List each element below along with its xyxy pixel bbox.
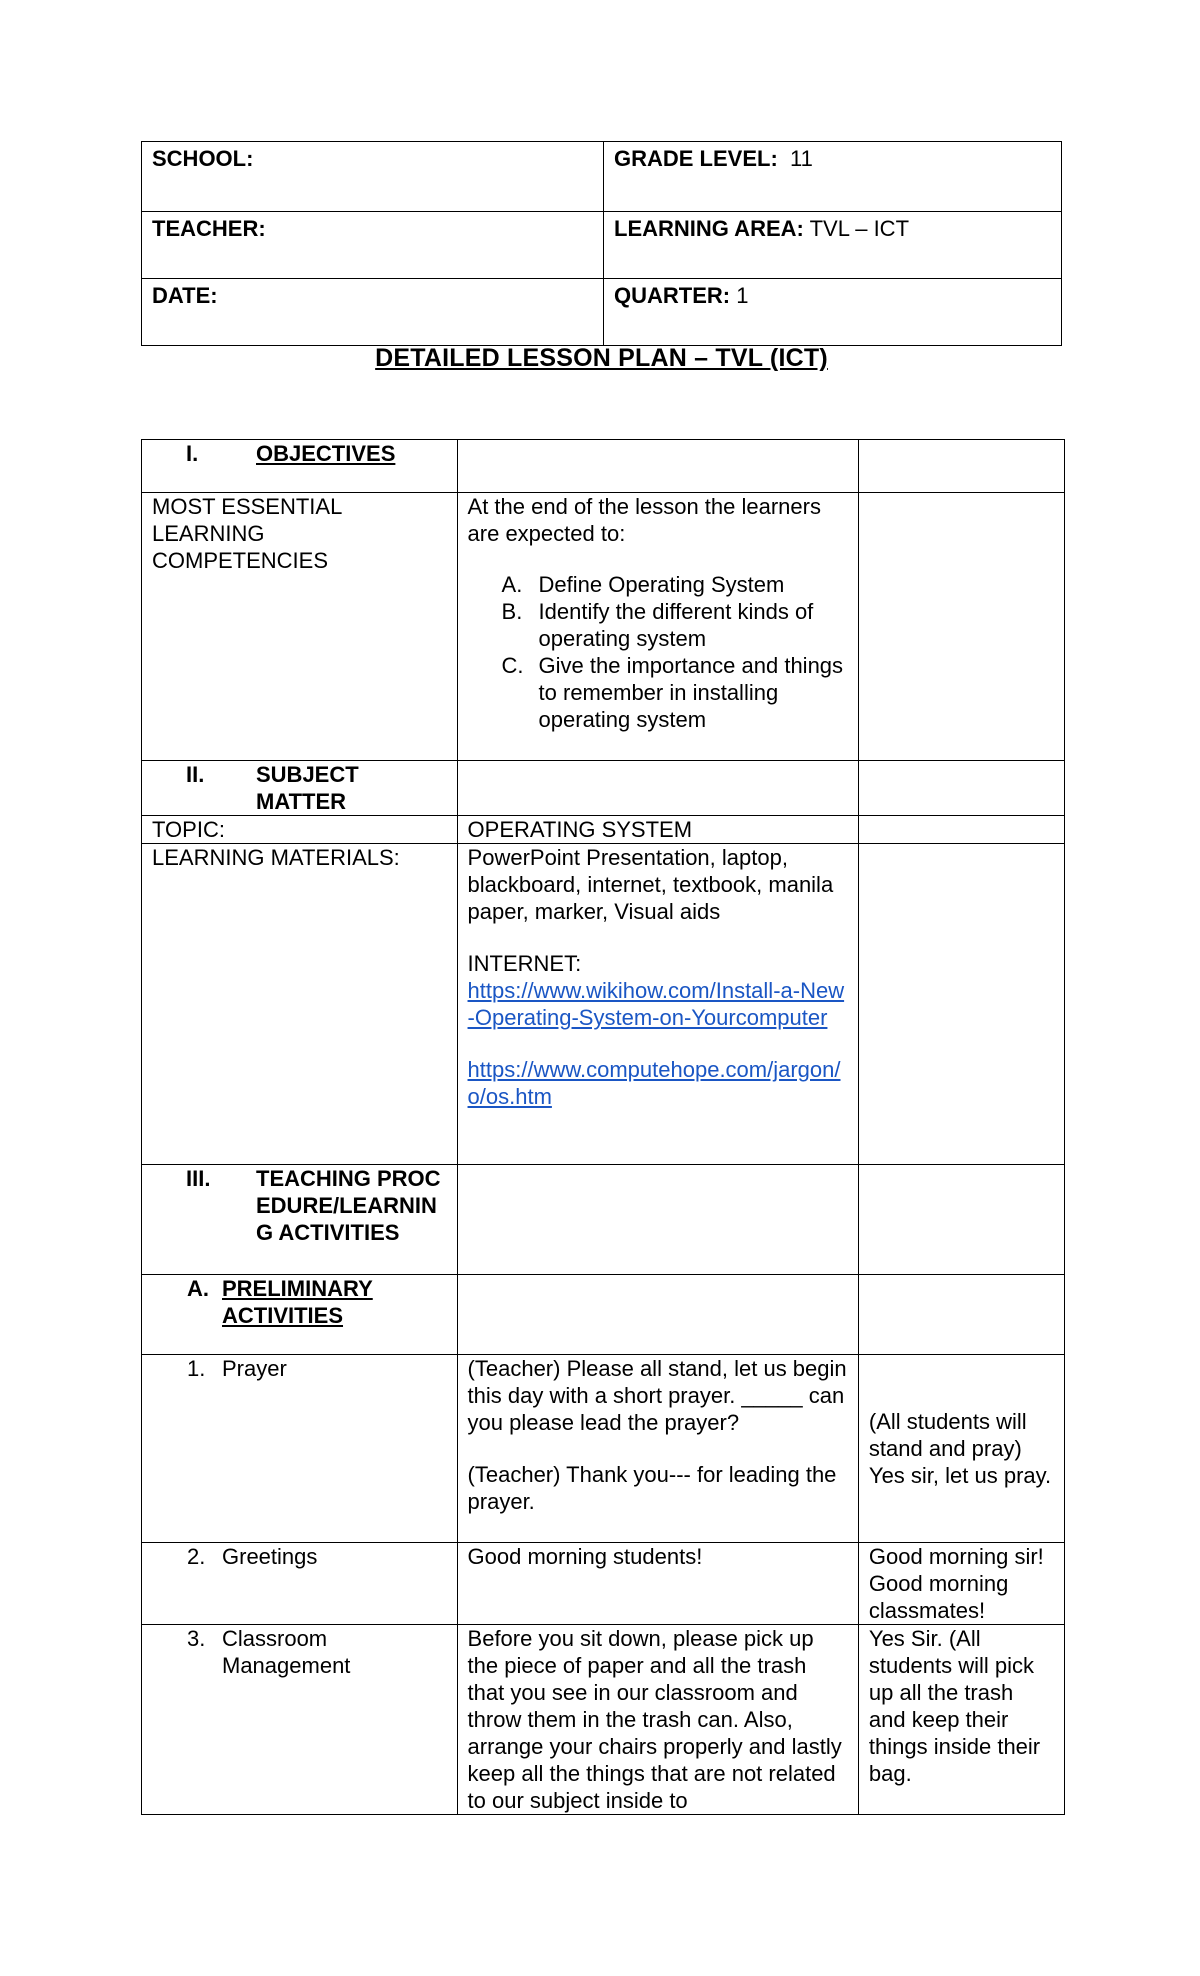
materials-row: [142, 844, 1065, 1165]
preliminary-row: [142, 1275, 1065, 1355]
melc-label: MOST ESSENTIAL LEARNING COMPETENCIES: [142, 493, 458, 761]
objectives-heading: I. OBJECTIVES: [186, 441, 396, 466]
topic-row: [142, 816, 1065, 844]
objectives-heading-row: [142, 440, 1065, 493]
school-cell: [142, 142, 604, 212]
internet-label: INTERNET:: [467, 951, 582, 976]
quarter-label: QUARTER:: [614, 283, 731, 308]
list-item: C. Give the importance and things to remember in installing operating system: [501, 653, 844, 732]
teacher-label: TEACHER:: [152, 216, 266, 241]
grade-label: GRADE LEVEL:: [614, 146, 778, 171]
prayer-teacher: (Teacher) Please all stand, let us begin this day with a short prayer. _____ can you please lead the prayer? (Teacher) Thank you--- for leading the prayer.: [457, 1355, 858, 1543]
objectives-content: [457, 493, 858, 761]
materials-content: [457, 844, 858, 1165]
procedure-heading: III. TEACHING PROCEDURE/LEARNING ACTIVITIES: [186, 1166, 441, 1245]
procedure-heading-row: [142, 1165, 1065, 1275]
prayer-row: [142, 1355, 1065, 1543]
grade-value: 11: [790, 146, 813, 171]
quarter-value: 1: [736, 283, 749, 308]
greetings-row: [142, 1543, 1065, 1625]
topic-label: TOPIC:: [142, 816, 458, 844]
greetings-student: Good morning sir! Good morning classmates!: [858, 1543, 1064, 1625]
lesson-table: [141, 439, 1065, 1815]
area-label: LEARNING AREA:: [614, 216, 804, 241]
greetings-teacher: Good morning students!: [457, 1543, 858, 1625]
wikihow-link[interactable]: https://www.wikihow.com/Install-a-New-Operating-System-on-Yourcomputer: [467, 978, 845, 1030]
materials-value: PowerPoint Presentation, laptop, blackboard, internet, textbook, manila paper, marker, Visual aids: [467, 845, 834, 924]
objectives-list: [468, 571, 848, 733]
teacher-cell: [142, 212, 604, 279]
subject-heading-row: [142, 761, 1065, 816]
preliminary-heading: A. PRELIMINARY ACTIVITIES: [187, 1276, 373, 1328]
materials-label: LEARNING MATERIALS:: [142, 844, 458, 1165]
date-label: DATE:: [152, 283, 218, 308]
list-item: A. Define Operating System: [501, 572, 785, 597]
prayer-student: (All students will stand and pray) Yes sir, let us pray.: [858, 1355, 1064, 1543]
prayer-label: 1. Prayer: [187, 1356, 287, 1381]
grade-cell: [604, 142, 1062, 212]
objectives-intro: At the end of the lesson the learners are expected to:: [467, 494, 821, 546]
quarter-cell: [604, 279, 1062, 346]
subject-heading: II. SUBJECT MATTER: [186, 762, 359, 814]
area-value: TVL – ICT: [809, 216, 910, 241]
classroom-management-teacher: Before you sit down, please pick up the piece of paper and all the trash that you see in our classroom and throw them in the trash can. Also, arrange your chairs properly and lastly keep all the things that are not related to our subject inside to: [457, 1625, 858, 1815]
header-table: [141, 141, 1062, 346]
classroom-management-row: [142, 1625, 1065, 1815]
date-cell: [142, 279, 604, 346]
document-title: DETAILED LESSON PLAN – TVL (ICT): [375, 344, 828, 372]
classroom-management-label: 3. Classroom Management: [187, 1626, 351, 1678]
topic-value: OPERATING SYSTEM: [457, 816, 858, 844]
greetings-label: 2. Greetings: [187, 1544, 318, 1569]
computehope-link[interactable]: https://www.computehope.com/jargon/o/os.htm: [467, 1057, 841, 1109]
school-label: SCHOOL:: [152, 146, 254, 171]
list-item: B. Identify the different kinds of operating system: [501, 599, 814, 651]
classroom-management-student: Yes Sir. (All students will pick up all the trash and keep their things inside their bag.: [858, 1625, 1064, 1815]
area-cell: [604, 212, 1062, 279]
melc-row: [142, 493, 1065, 761]
